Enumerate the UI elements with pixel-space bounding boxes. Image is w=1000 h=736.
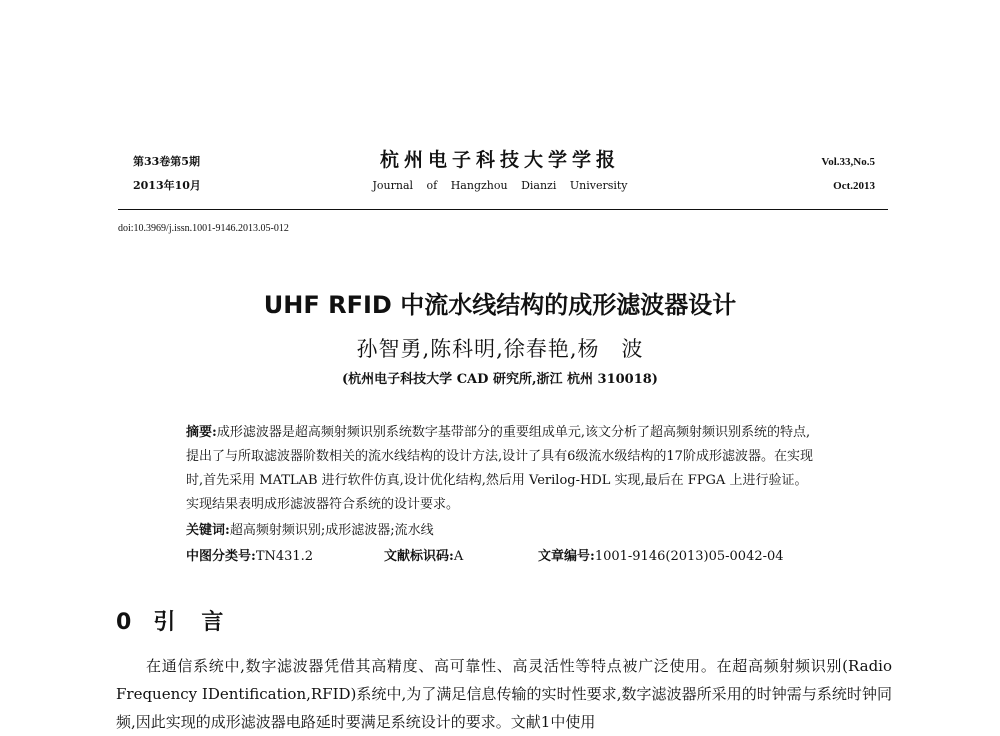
- doi: doi:10.3969/j.issn.1001-9146.2013.05-012: [118, 223, 289, 234]
- article-number-label: 文章编号:: [538, 549, 595, 564]
- article-number: [538, 545, 784, 569]
- article-number-value: 1001-9146(2013)05-0042-04: [594, 549, 784, 564]
- abstract-text: 成形滤波器是超高频射频识别系统数字基带部分的重要组成单元,该文分析了超高频射频识别系统的特点,提出了与所取滤波器阶数相关的流水线结构的设计方法,设计了具有6级流水级结构的17阶成形滤波器。在实现时,首先采用 MATLAB 进行软件仿真,设计优化结构,然后用 Verilog-HDL 实现,最后在 FPGA 上进行验证。实现结果表明成形滤波器符合系统的设计要求。: [186, 425, 813, 512]
- journal-title-en: Journal of Hangzhou Dianzi University: [372, 179, 628, 192]
- clc-label: 中图分类号:: [186, 549, 256, 564]
- document-code-value: A: [453, 549, 464, 564]
- issue-date-en: Oct.2013: [833, 180, 875, 192]
- section-number: 0: [116, 610, 132, 635]
- journal-title-cn: 杭州电子科技大学学报: [379, 149, 620, 171]
- article-title: UHF RFID 中流水线结构的成形滤波器设计: [263, 291, 737, 319]
- section-title: 引言: [153, 610, 250, 635]
- document-code: [384, 545, 463, 569]
- abstract-label: 摘要:: [186, 425, 217, 440]
- header-divider: [118, 209, 888, 210]
- keywords-value: 超高频射频识别;成形滤波器;流水线: [229, 523, 434, 538]
- article-authors: 孙智勇,陈科明,徐春艳,杨 波: [356, 337, 644, 361]
- abstract: [186, 421, 820, 517]
- section-heading: [116, 605, 249, 636]
- volume-issue: 第33卷第5期: [133, 155, 200, 168]
- journal-volume-en: [821, 150, 875, 198]
- issue-date-cn: 2013年10月: [133, 179, 201, 192]
- classification-line: [186, 545, 820, 569]
- keywords-label: 关键词:: [186, 523, 230, 538]
- clc-value: TN431.2: [255, 549, 314, 564]
- document-code-label: 文献标识码:: [384, 549, 454, 564]
- keywords: [186, 519, 820, 543]
- author-affiliation: (杭州电子科技大学 CAD 研究所,浙江 杭州 310018): [342, 372, 658, 387]
- volume-issue-en: Vol.33,No.5: [821, 156, 875, 168]
- body-paragraph: 在通信系统中,数字滤波器凭借其高精度、高可靠性、高灵活性等特点被广泛使用。在超高频射频识别(Radio Frequency IDentification,RFID)系统中,为了满足信息传输的实时性要求,数字滤波器所采用的时钟需与系统时钟同频,因此实现的成形滤波器电路延时要满足系统设计的要求。文献1中使用: [116, 657, 892, 731]
- clc-number: [186, 545, 313, 569]
